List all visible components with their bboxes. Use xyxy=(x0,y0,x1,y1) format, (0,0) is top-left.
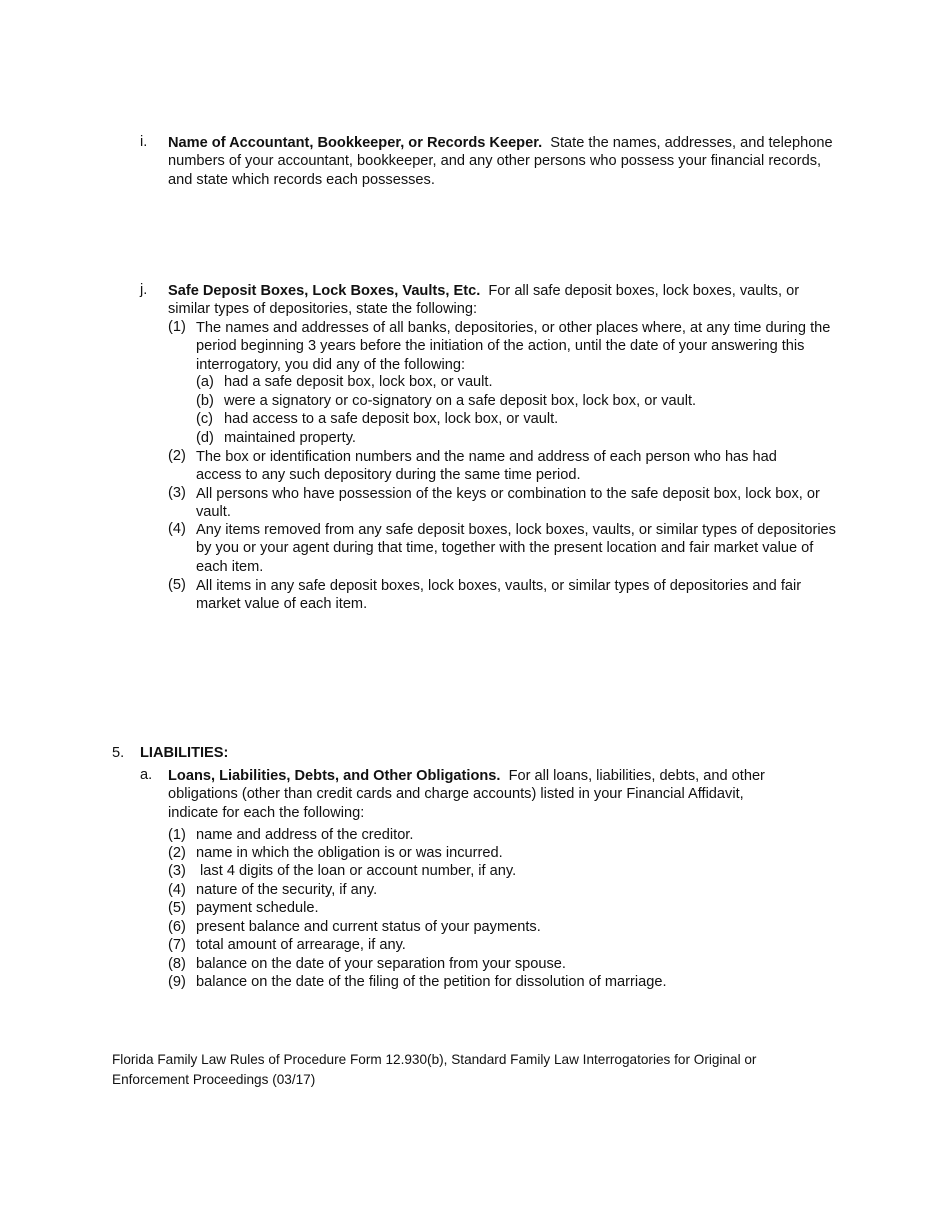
liabilities-item-text: balance on the date of the filing of the petition for dissolution of marriage. xyxy=(196,974,667,990)
section-j-item-number: (1) xyxy=(168,319,186,335)
liabilities-item-number: (6) xyxy=(168,919,186,935)
section-j-subitem-text: maintained property. xyxy=(224,430,356,446)
liabilities-item-number: (9) xyxy=(168,974,186,990)
section-5a-body xyxy=(168,767,798,822)
section-j-subitem-text: were a signatory or co-signatory on a safe deposit box, lock box, or vault. xyxy=(224,393,697,409)
section-j-item-text: All items in any safe deposit boxes, lock boxes, vaults, or similar types of depositories and fair market value of each item. xyxy=(196,578,802,613)
liabilities-item-number: (4) xyxy=(168,882,186,898)
liabilities-item-text: name in which the obligation is or was incurred. xyxy=(196,845,503,861)
section-j-subitem-number: (b) xyxy=(196,393,214,409)
liabilities-item-text: balance on the date of your separation from your spouse. xyxy=(196,956,566,972)
section-j-subitem-text: had access to a safe deposit box, lock box, or vault. xyxy=(224,411,559,427)
section-i-marker: i. xyxy=(140,134,148,150)
liabilities-item-text: payment schedule. xyxy=(196,900,319,916)
liabilities-item-number: (2) xyxy=(168,845,186,861)
section-j-item-number: (3) xyxy=(168,485,186,501)
liabilities-item-text: present balance and current status of your payments. xyxy=(196,919,541,935)
section-j-text: For all safe deposit boxes, lock boxes, vaults, or similar types of depositories, state the following: xyxy=(168,283,800,318)
section-5-heading: LIABILITIES: xyxy=(140,745,229,761)
section-j-item-number: (4) xyxy=(168,521,186,537)
section-j-subitem-number: (c) xyxy=(196,411,214,427)
section-j-item-number: (2) xyxy=(168,448,186,464)
section-i-text: State the names, addresses, and telephone numbers of your accountant, bookkeeper, and any other persons who possess your financial records, and state which records each possesses. xyxy=(168,135,833,188)
section-j-item-text: All persons who have possession of the keys or combination to the safe deposit box, lock box, or vault. xyxy=(196,486,820,521)
page-footer: Florida Family Law Rules of Procedure Form 12.930(b), Standard Family Law Interrogatories for Original or Enforcement Proceedings (03/17) xyxy=(112,1052,757,1087)
liabilities-item-text: nature of the security, if any. xyxy=(196,882,378,898)
section-j-item-number: (5) xyxy=(168,577,186,593)
liabilities-item-number: (8) xyxy=(168,956,186,972)
section-j-subitem-number: (a) xyxy=(196,374,214,390)
liabilities-item-number: (5) xyxy=(168,900,186,916)
section-j-marker: j. xyxy=(140,282,148,298)
liabilities-item-number: (7) xyxy=(168,937,186,953)
liabilities-item-text: last 4 digits of the loan or account number, if any. xyxy=(196,863,517,879)
section-j-heading: Safe Deposit Boxes, Lock Boxes, Vaults, Etc. xyxy=(168,283,481,299)
section-i-body xyxy=(168,134,833,189)
section-j-item-text: The box or identification numbers and the name and address of each person who has had access to any such depository during the same time period. xyxy=(196,449,777,484)
liabilities-item-text: name and address of the creditor. xyxy=(196,827,414,843)
section-5a-marker: a. xyxy=(140,767,153,783)
liabilities-item-number: (1) xyxy=(168,827,186,843)
section-5a-heading: Loans, Liabilities, Debts, and Other Obligations. xyxy=(168,768,501,784)
liabilities-item-text: total amount of arrearage, if any. xyxy=(196,937,406,953)
liabilities-item-number: (3) xyxy=(168,863,186,879)
section-i-heading: Name of Accountant, Bookkeeper, or Records Keeper. xyxy=(168,135,543,151)
section-j-body xyxy=(168,282,828,319)
section-5-marker: 5. xyxy=(112,745,125,761)
section-j-item-text: Any items removed from any safe deposit boxes, lock boxes, vaults, or similar types of depositories by you or your agent during that time, together with the present location and fair market value of each item. xyxy=(196,522,836,575)
section-j-subitem-text: had a safe deposit box, lock box, or vault. xyxy=(224,374,493,390)
section-j-subitem-number: (d) xyxy=(196,430,214,446)
section-5a-text: For all loans, liabilities, debts, and other obligations (other than credit cards and charge accounts) listed in your Financial Affidavit, indicate for each the following: xyxy=(168,768,765,821)
section-j-item-text: The names and addresses of all banks, depositories, or other places where, at any time during the period beginning 3 years before the initiation of the action, until the date of your answering this interrogatory, you did any of the following: xyxy=(196,320,831,373)
